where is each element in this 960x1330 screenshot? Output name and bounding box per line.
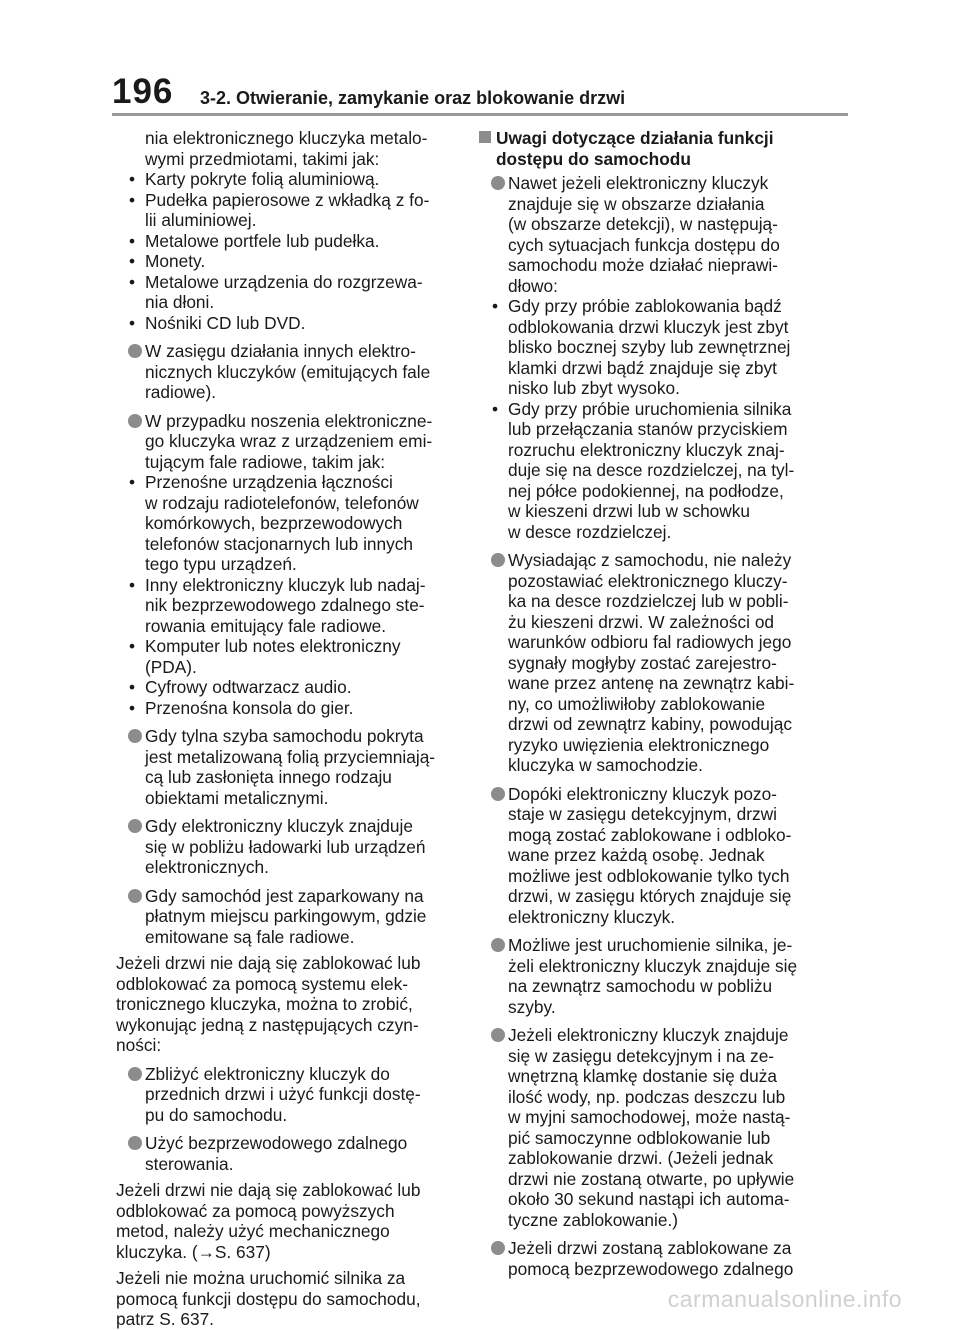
bullet-item <box>479 935 824 1017</box>
bullet-dot-icon <box>128 1067 142 1081</box>
bullet-mark: • <box>129 189 136 210</box>
list-item <box>479 296 824 399</box>
paragraph: Jeżeli nie można uruchomić silnika za pomocą funkcji dostępu do samochodu, patrz S. 637. <box>116 1268 421 1329</box>
text: Nośniki CD lub DVD. <box>145 312 306 333</box>
list-item <box>116 313 461 334</box>
list-item <box>116 231 461 252</box>
bullet-item <box>479 173 824 296</box>
text: Metalowe portfele lub pudełka. <box>145 230 380 251</box>
right-column <box>479 128 824 1279</box>
bullet-item <box>116 726 461 808</box>
left-column <box>116 128 461 1330</box>
bullet-dot-icon <box>491 1241 505 1255</box>
text: Karty pokryte folią aluminiową. <box>145 169 380 189</box>
text: Gdy przy próbie zablokowania bądź odblokowania drzwi kluczyk jest zbyt blisko bocznej szyby lub zewnętrznej klamki drzwi bądź znajduje się zbyt nisko lub zbyt wysoko. <box>508 296 791 398</box>
header-rule <box>112 113 848 116</box>
bullet-item <box>479 1025 824 1230</box>
text: Gdy elektroniczny kluczyk znajduje się w pobliżu ładowarki lub urządzeń elektronicznych. <box>145 816 426 877</box>
bullet-dot-icon <box>491 938 505 952</box>
list-item <box>116 677 461 698</box>
bullet-dot-icon <box>491 553 505 567</box>
text: Gdy samochód jest zaparkowany na płatnym miejscu parkingowym, gdzie emitowane są fale radiowe. <box>145 885 427 947</box>
bullet-dot-icon <box>491 176 505 190</box>
text: Cyfrowy odtwarzacz audio. <box>145 677 352 697</box>
section-title: 3-2. Otwieranie, zamykanie oraz blokowanie drzwi <box>200 88 626 108</box>
bullet-mark: • <box>129 251 136 271</box>
bullet-mark: • <box>129 271 136 292</box>
bullet-mark: • <box>129 169 136 189</box>
list-item <box>479 399 824 543</box>
text: Zbliżyć elektroniczny kluczyk do przednich drzwi i użyć funkcji dostę- pu do samochodu. <box>145 1063 421 1125</box>
watermark: carmanualsonline.info <box>667 1286 902 1312</box>
bullet-dot-icon <box>128 344 142 358</box>
page-header <box>0 0 960 120</box>
list-item <box>116 190 461 231</box>
bullet-dot-icon <box>128 414 142 428</box>
bullet-mark: • <box>129 697 136 718</box>
bullet-item <box>116 341 461 403</box>
text: Użyć bezprzewodowego zdalnego sterowania. <box>145 1133 408 1174</box>
bullet-item <box>116 411 461 473</box>
text: Gdy przy próbie uruchomienia silnika lub przełączania stanów przyciskiem rozruchu elektroniczny kluczyk znaj- duje się na desce rozdzielczej, na tyl- nej półce podokiennej, na podłodze, w kieszeni drzwi lub w schowku w desce rozdzielczej. <box>508 398 795 542</box>
bullet-mark: • <box>129 230 136 251</box>
text: Gdy tylna szyba samochodu pokryta jest metalizowaną folią przyciemniają- cą lub zasłonięta innego rodzaju obiektami metalicznymi. <box>145 726 436 808</box>
bullet-mark: • <box>492 398 499 419</box>
bullet-dot-icon <box>128 1136 142 1150</box>
bullet-item <box>116 1064 461 1126</box>
text: Przenośne urządzenia łączności w rodzaju radiotelefonów, telefonów komórkowych, bezprzewodowych telefonów stacjonarnych lub innych tego typu urządzeń. <box>145 472 419 574</box>
text: Jeżeli drzwi zostaną zablokowane za pomocą bezprzewodowego zdalnego <box>508 1238 794 1279</box>
bullet-item <box>116 816 461 878</box>
list-item <box>116 272 461 313</box>
bullet-dot-icon <box>491 1028 505 1042</box>
list-item <box>116 636 461 677</box>
list-item <box>116 251 461 272</box>
paragraph: Jeżeli drzwi nie dają się zablokować lub odblokować za pomocą systemu elek- tronicznego kluczyka, można to zrobić, wykonując jedną z następujących czyn- ności: <box>116 953 421 1055</box>
bullet-dot-icon <box>491 787 505 801</box>
bullet-dot-icon <box>128 889 142 903</box>
text: Metalowe urządzenia do rozgrzewa- nia dłoni. <box>145 271 423 312</box>
bullet-dot-icon <box>128 729 142 743</box>
bullet-mark: • <box>129 677 136 697</box>
text: Pudełka papierosowe z wkładką z fo- lii aluminiowej. <box>145 189 430 230</box>
bullet-mark: • <box>129 312 136 333</box>
page-number: 196 <box>112 72 174 111</box>
text: Komputer lub notes elektroniczny (PDA). <box>145 636 401 677</box>
text: Możliwe jest uruchomienie silnika, je- żeli elektroniczny kluczyk znajduje się na zewnątrz samochodu w pobliżu szyby. <box>508 935 798 1017</box>
text: Inny elektroniczny kluczyk lub nadaj- nik bezprzewodowego zdalnego ste- rowania emitujący fale radiowe. <box>145 574 426 636</box>
list-item <box>116 698 461 719</box>
text: Dopóki elektroniczny kluczyk pozo- staje w zasięgu detekcyjnym, drzwi mogą zostać zablokowane i odbloko- wane przez każdą osobę. Jednak możliwe jest odblokowanie tylko tych drzwi, w zasięgu których znajduje się elektroniczny kluczyk. <box>508 783 792 927</box>
bullet-dot-icon <box>128 819 142 833</box>
list-item <box>116 575 461 637</box>
list-item <box>116 472 461 575</box>
bullet-item <box>116 886 461 948</box>
text: Uwagi dotyczące działania funkcji dostępu do samochodu <box>496 128 774 169</box>
text: Wysiadając z samochodu, nie należy pozostawiać elektronicznego kluczy- ka na desce rozdzielczej lub w pobli- żu kieszeni drzwi. W zależności od warunków odbioru fal radiowych jego sygnały mogłyby zostać zarejestro- wane przez antenę na zewnątrz kabi- ny, co umożliwiłoby zablokowanie drzwi od zewnątrz kabiny, powodując ryzyko uwięzienia elektronicznego kluczyka w samochodzie. <box>508 550 795 775</box>
continued-text <box>116 128 461 169</box>
bullet-item <box>479 1238 824 1279</box>
section-square-icon <box>479 131 491 143</box>
text: Monety. <box>145 251 206 271</box>
text: W przypadku noszenia elektroniczne- go kluczyka wraz z urządzeniem emi- tującym fale radiowe, takim jak: <box>145 410 433 472</box>
bullet-mark: • <box>492 296 499 316</box>
text: Jeżeli elektroniczny kluczyk znajduje się w zasięgu detekcyjnym i na ze- wnętrzną klamkę dostanie się duża ilość wody, np. podczas deszczu lub w myjni samochodowej, może nastą- pić samoczynne odblokowanie lub zablokowanie drzwi. (Jeżeli jednak drzwi nie zostaną otwarte, po upływie około 30 sekund nastąpi ich automa- tyczne zablokowanie.) <box>508 1025 795 1230</box>
list-item <box>116 169 461 190</box>
bullet-item <box>479 784 824 928</box>
section-heading <box>479 128 824 169</box>
text: nia elektronicznego kluczyka metalo- wymi przedmiotami, takimi jak: <box>145 128 428 169</box>
text: W zasięgu działania innych elektro- nicznych kluczyków (emitujących fale radiowe). <box>145 341 431 402</box>
bullet-item <box>116 1133 461 1174</box>
text: Przenośna konsola do gier. <box>145 697 354 718</box>
paragraph: Jeżeli drzwi nie dają się zablokować lub odblokować za pomocą powyższych metod, należy użyć mechanicznego kluczyka. (→S. 637) <box>116 1180 421 1262</box>
bullet-item <box>479 550 824 776</box>
bullet-mark: • <box>129 636 136 656</box>
bullet-mark: • <box>129 574 136 595</box>
bullet-mark: • <box>129 472 136 492</box>
text: Nawet jeżeli elektroniczny kluczyk znajduje się w obszarze działania (w obszarze detekcji), w następują- cych sytuacjach funkcja dostępu do samochodu może działać nieprawi- dłowo: <box>508 173 780 296</box>
